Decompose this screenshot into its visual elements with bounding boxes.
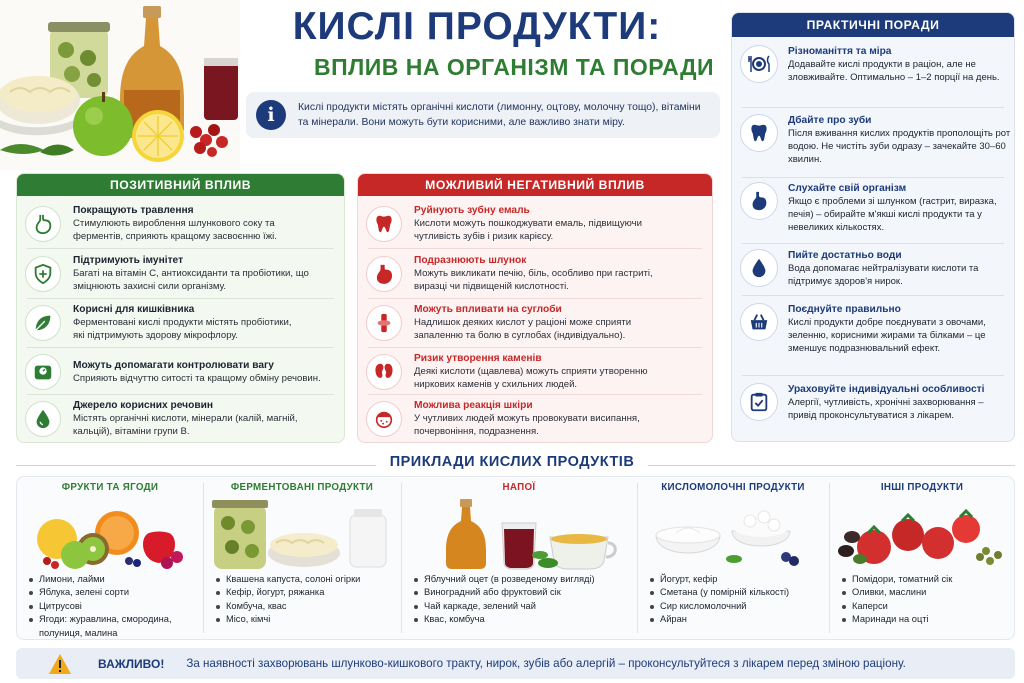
tip-title: Пийте достатньо води <box>788 250 902 261</box>
positive-item <box>17 347 344 396</box>
example-card-fermented <box>204 477 400 639</box>
tip-item <box>732 383 1014 422</box>
tip-item <box>732 249 1014 288</box>
list-item: Каперси <box>842 600 952 613</box>
practical-tips-heading: ПРАКТИЧНІ ПОРАДИ <box>732 13 1014 37</box>
positive-item-title: Покращують травлення <box>73 205 194 216</box>
tip-desc: Алергії, чутливість, хронічні захворювання – привід проконсультуватися з лікарем. <box>788 397 984 421</box>
intro-text: Кислі продукти містять органічні кислоти (лимонну, оцтову, молочну тощо), вітаміни та мінерали. Вони можуть бути корисними, але важливо знати міру. <box>298 102 701 128</box>
warning-text: За наявності захворювань шлунково-кишкового тракту, нирок, зубів або алергій – проконсультуйтеся з лікарем перед зміною раціону. <box>186 657 906 670</box>
list-item: Яблучний оцет (в розведеному вигляді) <box>414 573 595 586</box>
tip-item <box>732 45 1014 84</box>
example-card-other <box>830 477 1014 639</box>
positive-item-desc: Стимулюють вироблення шлункового соку та ферментів, сприяють кращому засвоєнню їжі. <box>73 218 277 242</box>
tip-desc: Кислі продукти добре поєднувати з овочами, зеленню, корисними жирами та білками – це зменшує подразнювальний ефект. <box>788 317 986 354</box>
positive-item <box>17 249 344 298</box>
tip-title: Дбайте про зуби <box>788 115 872 126</box>
negative-item-title: Можлива реакція шкіри <box>414 400 533 411</box>
positive-item-title: Джерело корисних речовин <box>73 400 213 411</box>
stomach-icon <box>25 206 61 242</box>
dairy-image <box>638 497 828 571</box>
face-icon <box>366 401 402 437</box>
positive-effects-panel <box>16 173 345 443</box>
tooth-icon <box>366 206 402 242</box>
negative-item <box>358 394 712 443</box>
negative-item-title: Подразнюють шлунок <box>414 255 527 266</box>
positive-item <box>17 394 344 443</box>
list-item: Айран <box>650 613 789 626</box>
tip-title: Ураховуйте індивідуальні особливості <box>788 384 985 395</box>
list-item: Квашена капуста, солоні огірки <box>216 573 360 586</box>
tip-desc: Додавайте кислі продукти в раціон, але не зловживайте. Оптимально – 1–2 порції на день. <box>788 59 1000 83</box>
negative-effects-heading: МОЖЛИВИЙ НЕГАТИВНИЙ ВПЛИВ <box>358 174 712 196</box>
example-card-fruits <box>17 477 203 639</box>
practical-tips-panel <box>731 12 1015 442</box>
negative-item-desc: У чутливих людей можуть провокувати висипання, почервоніння, подразнення. <box>414 413 640 437</box>
list-item: Комбуча, квас <box>216 600 360 613</box>
positive-item-title: Корисні для кишківника <box>73 304 195 315</box>
tip-item <box>732 303 1014 355</box>
positive-item-desc: Сприяють відчуттю ситості та кращому обміну речовин. <box>73 372 321 384</box>
negative-item <box>358 347 712 396</box>
list-item: Чай каркаде, зелений чай <box>414 600 595 613</box>
drop-icon <box>25 401 61 437</box>
page-subtitle: ВПЛИВ НА ОРГАНІЗМ ТА ПОРАДИ <box>313 54 714 80</box>
tip-desc: Після вживання кислих продуктів прополощіть рот водою. Не чистіть зуби одразу – зачекайте 30–60 хвилин. <box>788 128 1011 165</box>
card-list <box>414 573 595 627</box>
positive-item-title: Можуть допомагати контролювати вагу <box>73 359 274 371</box>
card-title: ФРУКТИ ТА ЯГОДИ <box>61 482 159 493</box>
stomach-icon <box>366 256 402 292</box>
plate-icon <box>740 45 778 83</box>
negative-item-title: Можуть впливати на суглоби <box>414 304 562 315</box>
tip-desc: Вода допомагає нейтралізувати кислоти та підтримує здоров'я нирок. <box>788 263 979 287</box>
other-products-image <box>830 497 1014 571</box>
water-drop-icon <box>740 249 778 287</box>
card-list <box>650 573 789 627</box>
example-card-drinks <box>402 477 636 639</box>
list-item: Квас, комбуча <box>414 613 595 626</box>
warning-label: ВАЖЛИВО! <box>98 656 165 671</box>
joint-icon <box>366 305 402 341</box>
fruits-image <box>17 497 203 571</box>
list-item: Сметана (у помірній кількості) <box>650 586 789 599</box>
negative-item <box>358 298 712 347</box>
shield-icon <box>25 256 61 292</box>
card-title: НАПОЇ <box>502 482 536 493</box>
list-item: Оливки, маслини <box>842 586 952 599</box>
list-item: Лимони, лайми <box>29 573 189 586</box>
warning-icon <box>48 653 72 675</box>
leaf-icon <box>25 305 61 341</box>
negative-item-desc: Кислоти можуть пошкоджувати емаль, підвищуючи чутливість зубів і ризик карієсу. <box>414 218 643 242</box>
hero-illustration <box>0 0 240 170</box>
info-icon: i <box>256 100 286 130</box>
card-list <box>842 573 952 627</box>
negative-item <box>358 249 712 298</box>
drinks-image <box>402 497 636 571</box>
card-list <box>29 573 189 640</box>
checklist-icon <box>740 383 778 421</box>
positive-effects-heading: ПОЗИТИВНИЙ ВПЛИВ <box>17 174 344 196</box>
list-item: Кефір, йогурт, ряжанка <box>216 586 360 599</box>
example-card-dairy <box>638 477 828 639</box>
list-item: Яблука, зелені сорти <box>29 586 189 599</box>
card-title: КИСЛОМОЛОЧНІ ПРОДУКТИ <box>661 482 805 493</box>
positive-item <box>17 298 344 347</box>
tip-title: Різноманіття та міра <box>788 46 892 57</box>
page-title: КИСЛІ ПРОДУКТИ: <box>292 5 662 48</box>
negative-item-title: Ризик утворення каменів <box>414 353 542 364</box>
warning-banner <box>16 648 1015 679</box>
negative-item-desc: Надлишок деяких кислот у раціоні може сприяти запаленню та болю в суглобах (індивідуально). <box>414 317 632 341</box>
positive-item <box>17 199 344 248</box>
negative-item <box>358 199 712 248</box>
fermented-image <box>204 497 400 571</box>
basket-icon <box>740 303 778 341</box>
positive-item-desc: Містять органічні кислоти, мінерали (калій, магній, кальцій), вітаміни групи В. <box>73 413 298 437</box>
kidney-icon <box>366 354 402 390</box>
negative-item-desc: Можуть викликати печію, біль, особливо при гастриті, виразці чи підвищеній кислотності. <box>414 268 653 292</box>
positive-item-desc: Багаті на вітамін С, антиоксиданти та пробіотики, що зміцнюють захисні сили організму. <box>73 268 309 292</box>
list-item: Виноградний або фруктовий сік <box>414 586 595 599</box>
list-item: Помідори, томатний сік <box>842 573 952 586</box>
tooth-icon <box>740 114 778 152</box>
list-item: Ягоди: журавлина, смородина, полуниця, малина <box>29 613 189 640</box>
scale-icon <box>25 354 61 390</box>
examples-heading: ПРИКЛАДИ КИСЛИХ ПРОДУКТІВ <box>389 454 635 470</box>
tip-item <box>732 182 1014 234</box>
card-list <box>216 573 360 627</box>
negative-item-title: Руйнують зубну емаль <box>414 205 530 216</box>
positive-item-title: Підтримують імунітет <box>73 255 184 266</box>
list-item: Сир кисломолочний <box>650 600 789 613</box>
tip-title: Поєднуйте правильно <box>788 304 901 315</box>
list-item: Місо, кімчі <box>216 613 360 626</box>
positive-item-desc: Ферментовані кислі продукти містять пробіотики, які підтримують здорову мікрофлору. <box>73 317 292 341</box>
intro-info-box <box>246 92 720 138</box>
negative-item-desc: Деякі кислоти (щавлева) можуть сприяти утворенню ниркових каменів у схильних людей. <box>414 366 648 390</box>
negative-effects-panel <box>357 173 713 443</box>
list-item: Маринади на оцті <box>842 613 952 626</box>
list-item: Цитрусові <box>29 600 189 613</box>
card-title: ФЕРМЕНТОВАНІ ПРОДУКТИ <box>230 482 374 493</box>
tip-title: Слухайте свій організм <box>788 183 907 194</box>
tip-item <box>732 114 1014 166</box>
tip-desc: Якщо є проблеми зі шлунком (гастрит, виразка, печія) – обирайте м'якші кислі продукти та у невеликих кількостях. <box>788 196 997 233</box>
card-title: ІНШІ ПРОДУКТИ <box>880 482 964 493</box>
list-item: Йогурт, кефір <box>650 573 789 586</box>
stomach-icon <box>740 182 778 220</box>
examples-cards <box>16 476 1015 640</box>
